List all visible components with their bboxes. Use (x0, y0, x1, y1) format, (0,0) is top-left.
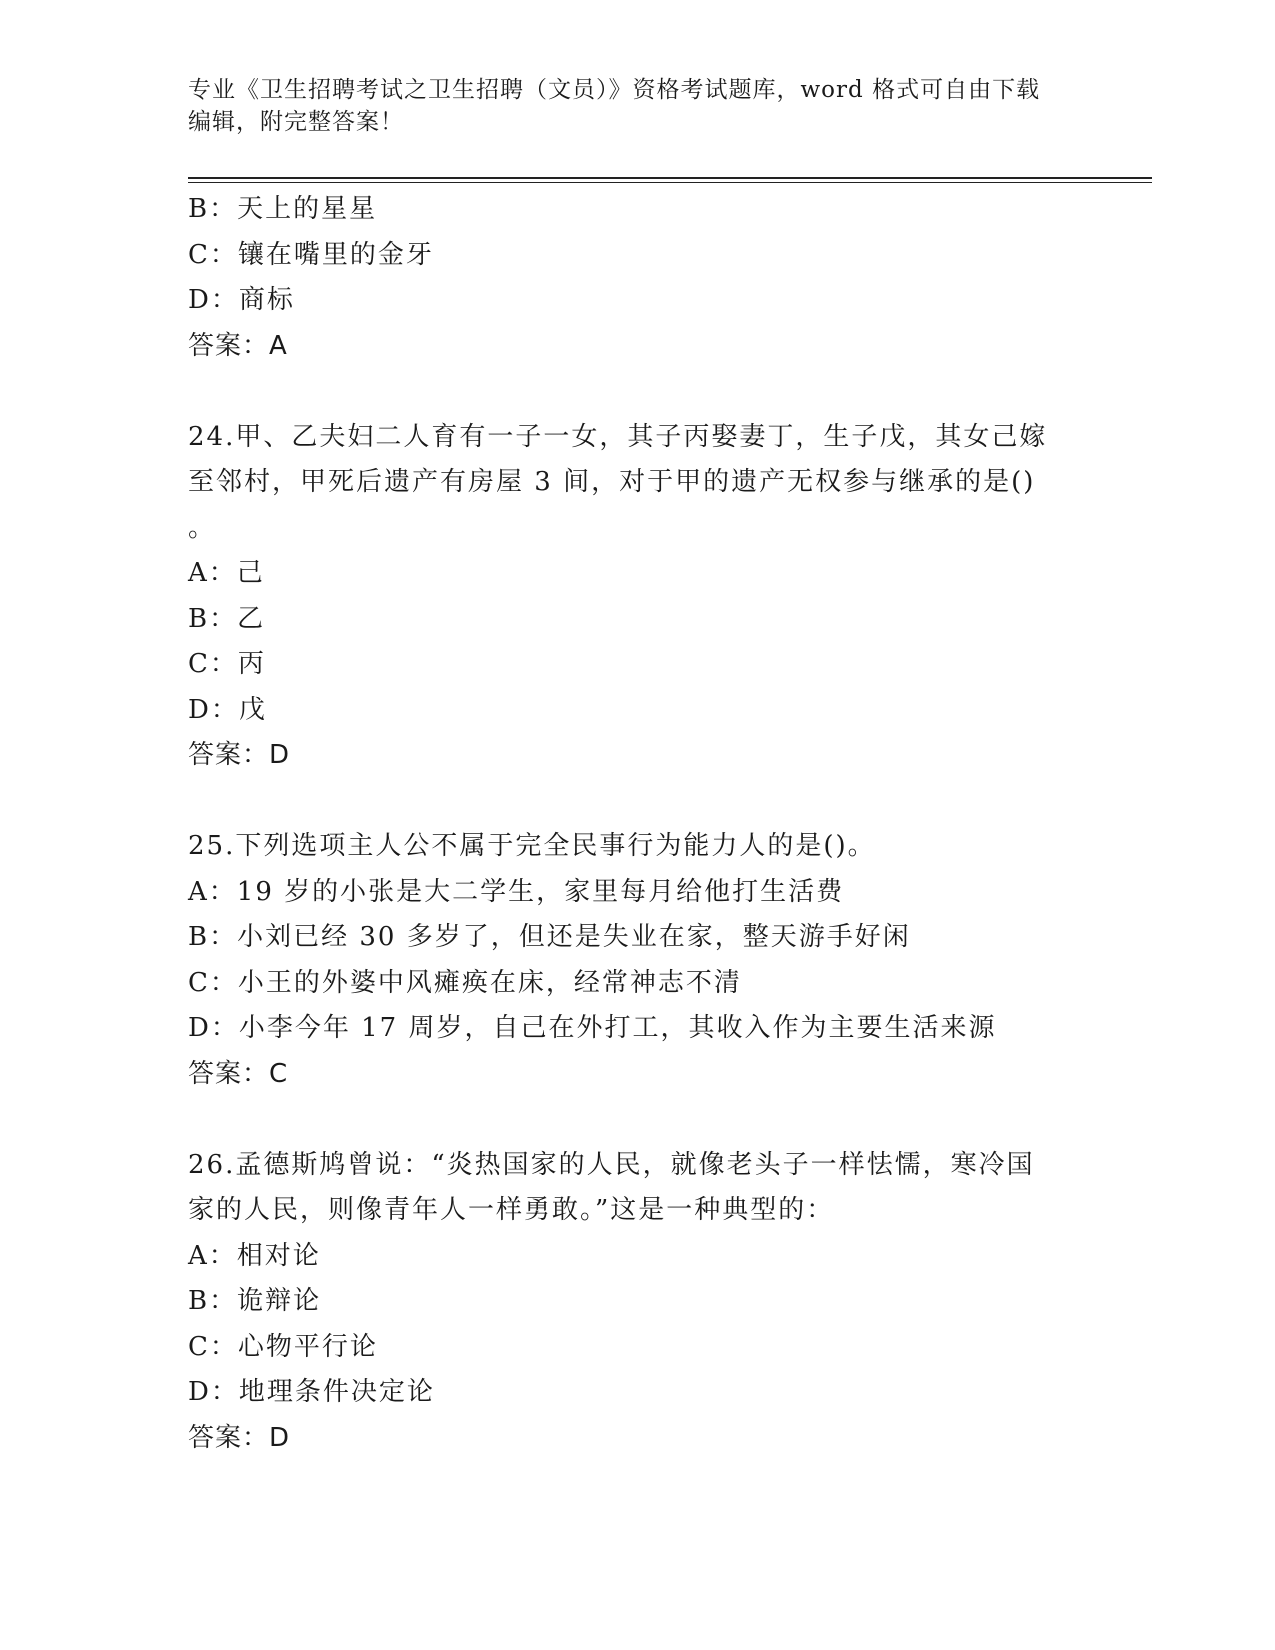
option-d: D：小李今年 17 周岁，自己在外打工，其收入作为主要生活来源 (188, 1013, 997, 1043)
option-b: B：诡辩论 (188, 1286, 322, 1316)
spacer (188, 779, 1088, 825)
answer: 答案：D (188, 740, 291, 770)
option-b: B：天上的星星 (188, 194, 378, 224)
question-stem: 家的人民，则像青年人一样勇敢。”这是一种典型的： (188, 1195, 835, 1225)
question-stem: 。 (188, 512, 217, 543)
option-d: D：商标 (188, 285, 295, 315)
question-stem: 25.下列选项主人公不属于完全民事行为能力人的是()。 (188, 831, 876, 861)
option-a: A：己 (188, 558, 265, 588)
answer: 答案：D (188, 1422, 291, 1453)
spacer (188, 1097, 1088, 1143)
question-stem: 24.甲、乙夫妇二人育有一子一女，其子丙娶妻丁，生子戊，其女己嫁 (188, 421, 1048, 452)
option-b: B：乙 (188, 603, 266, 634)
header-line-2: 编辑，附完整答案！ (188, 109, 404, 135)
option-b: B：小刘已经 30 多岁了，但还是失业在家，整天游手好闲 (188, 922, 911, 952)
question-26 (188, 1143, 1088, 1462)
question-25 (188, 824, 1088, 1097)
option-c: C：小王的外婆中风瘫痪在床，经常神志不清 (188, 967, 742, 998)
option-c: C：丙 (188, 649, 266, 679)
header-divider-thin (188, 182, 1152, 183)
header-line-1: 专业《卫生招聘考试之卫生招聘（文员）》资格考试题库，word 格式可自由下载 (188, 77, 1041, 103)
option-a: A：19 岁的小张是大二学生，家里每月给他打生活费 (188, 876, 845, 907)
answer: 答案：C (188, 1058, 289, 1089)
option-c: C：心物平行论 (188, 1331, 378, 1362)
question-stem: 至邻村，甲死后遗产有房屋 3 间，对于甲的遗产无权参与继承的是() (188, 467, 1036, 497)
header-divider-thick (188, 177, 1152, 179)
answer: 答案：A (188, 330, 288, 361)
option-c: C：镶在嘴里的金牙 (188, 239, 434, 270)
option-a: A：相对论 (188, 1240, 321, 1271)
question-stem: 26.孟德斯鸠曾说：“炎热国家的人民，就像老头子一样怯懦，寒冷国 (188, 1149, 1035, 1180)
option-d: D：地理条件决定论 (188, 1377, 435, 1407)
question-24 (188, 415, 1088, 779)
option-d: D：戊 (188, 694, 267, 725)
document-header (188, 74, 1088, 138)
question-list (188, 187, 1088, 1461)
spacer (188, 369, 1088, 415)
question-23-tail (188, 187, 1088, 369)
